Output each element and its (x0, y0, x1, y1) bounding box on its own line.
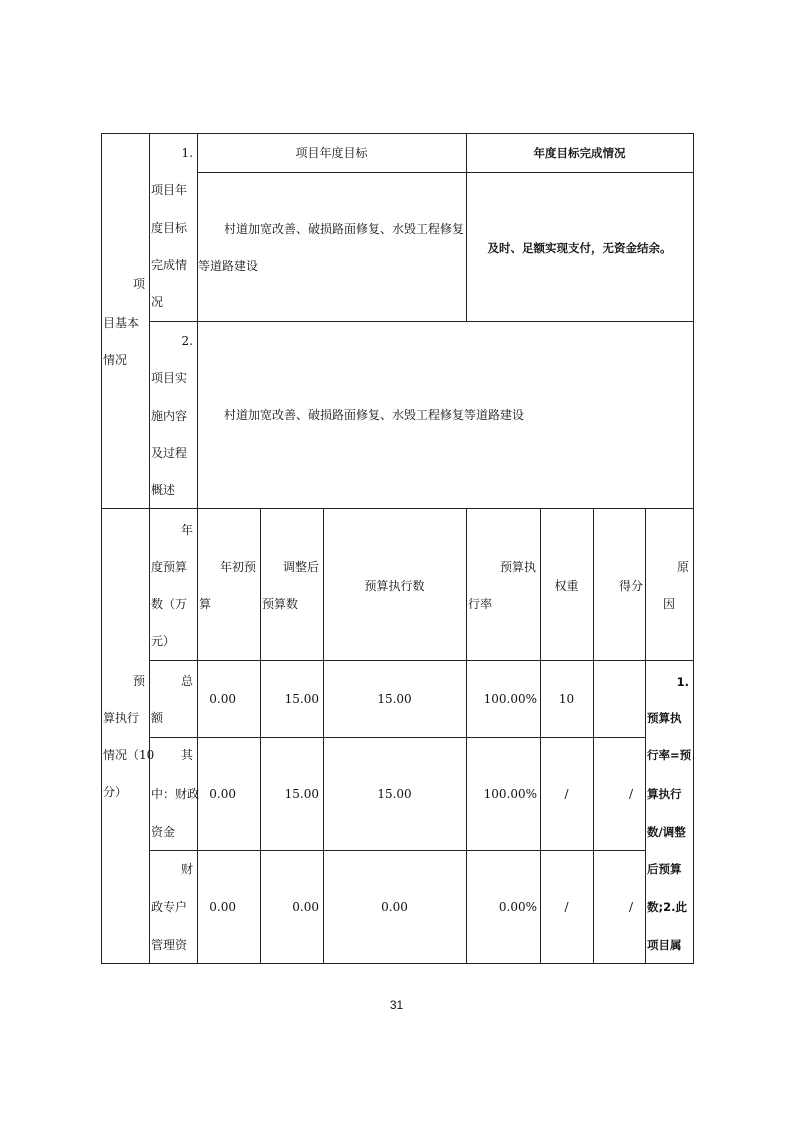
reason-text-line: 项目属 (647, 938, 682, 952)
implementation-row-label: 项目实 (151, 371, 188, 385)
budget-row-label: 其 (180, 748, 193, 762)
goal-row-label: 完成情 (151, 258, 188, 272)
implementation-row-label: 施内容 (151, 409, 188, 423)
adjusted-budget-value: 15.00 (284, 692, 319, 706)
header-executed-amount: 预算执行数 (364, 579, 425, 593)
budget-row-label: 中：财政 (151, 787, 200, 801)
section-label-budget-execution: 情况（10 (103, 748, 155, 762)
section-label-budget-execution: 算执行 (103, 711, 140, 725)
header-annual-budget: 数（万 (151, 597, 188, 611)
implementation-row-label: 概述 (151, 483, 176, 497)
header-score: 得分 (618, 579, 643, 593)
header-reason: 因 (662, 597, 675, 611)
budget-row-label: 额 (151, 711, 164, 725)
section-label-budget-execution: 预 (132, 674, 145, 688)
header-adjusted-budget: 调整后 (282, 560, 319, 574)
goal-text-line: 村道加宽改善、破损路面修复、水毁工程修复 (224, 222, 465, 236)
goal-text-cell (197, 172, 467, 322)
executed-amount-value: 15.00 (377, 692, 412, 706)
score-value (593, 690, 645, 708)
implementation-text: 村道加宽改善、破损路面修复、水毁工程修复等道路建设 (224, 408, 525, 422)
budget-header-cell (260, 508, 324, 661)
reason-text-line: 行率=预 (647, 748, 692, 762)
goal-row-label: 项目年 (151, 183, 188, 197)
adjusted-budget-value: 0.00 (292, 900, 319, 914)
reason-text-line: 数/调整 (647, 825, 686, 839)
section-label-budget-execution: 分） (103, 785, 128, 799)
header-initial-budget: 年初预 (219, 560, 256, 574)
header-annual-budget: 度预算 (151, 560, 188, 574)
header-execution-rate: 行率 (468, 597, 493, 611)
execution-rate-value: 0.00% (498, 900, 537, 914)
reason-text-line: 1. (676, 675, 689, 689)
budget-row-label: 总 (180, 674, 193, 688)
completion-column-header: 年度目标完成情况 (533, 146, 626, 160)
weight-value: / (564, 900, 569, 914)
goal-text-line: 等道路建设 (198, 259, 259, 273)
budget-header-cell (466, 508, 541, 661)
header-annual-budget: 元） (151, 634, 176, 648)
execution-rate-value: 100.00% (483, 692, 537, 706)
initial-budget-value: 0.00 (209, 692, 236, 706)
goal-row-label: 况 (151, 295, 164, 309)
implementation-row-label: 2. (181, 334, 193, 348)
weight-value: 10 (558, 692, 575, 706)
section-label-basic-info: 情况 (103, 353, 128, 367)
initial-budget-value: 0.00 (209, 900, 236, 914)
goal-row-label: 1. (181, 146, 193, 160)
header-weight: 权重 (554, 579, 579, 593)
execution-rate-value: 100.00% (483, 787, 537, 801)
implementation-row-label: 及过程 (151, 446, 188, 460)
section-label-basic-info: 项 (132, 277, 145, 291)
header-annual-budget: 年 (180, 523, 193, 537)
executed-amount-value: 15.00 (377, 787, 412, 801)
reason-text-line: 算执行 (647, 787, 682, 801)
budget-header-cell (197, 508, 261, 661)
initial-budget-value: 0.00 (209, 787, 236, 801)
header-reason: 原 (676, 560, 689, 574)
header-adjusted-budget: 预算数 (262, 597, 299, 611)
goal-column-header: 项目年度目标 (295, 146, 368, 160)
score-value: / (628, 900, 633, 914)
reason-text-line: 预算执 (647, 711, 682, 725)
budget-header-cell (645, 508, 694, 661)
reason-text-line: 数;2.此 (647, 900, 687, 914)
budget-row-label: 财 (180, 862, 193, 876)
reason-text-cell (645, 660, 694, 964)
weight-value: / (564, 787, 569, 801)
completion-text: 及时、足额实现支付，无资金结余。 (487, 241, 672, 255)
goal-row-label: 度目标 (151, 221, 188, 235)
header-execution-rate: 预算执 (499, 560, 536, 574)
reason-text-line: 后预算 (647, 862, 682, 876)
budget-row-label: 政专户 (151, 900, 188, 914)
section-label-basic-info: 目基本 (103, 316, 140, 330)
executed-amount-value: 0.00 (381, 900, 408, 914)
budget-section-label-cell (101, 508, 155, 964)
budget-row-label: 资金 (151, 825, 176, 839)
budget-row-label: 管理资 (151, 938, 188, 952)
header-initial-budget: 算 (199, 597, 212, 611)
score-value: / (628, 787, 633, 801)
page-number: 31 (389, 998, 404, 1012)
adjusted-budget-value: 15.00 (284, 787, 319, 801)
